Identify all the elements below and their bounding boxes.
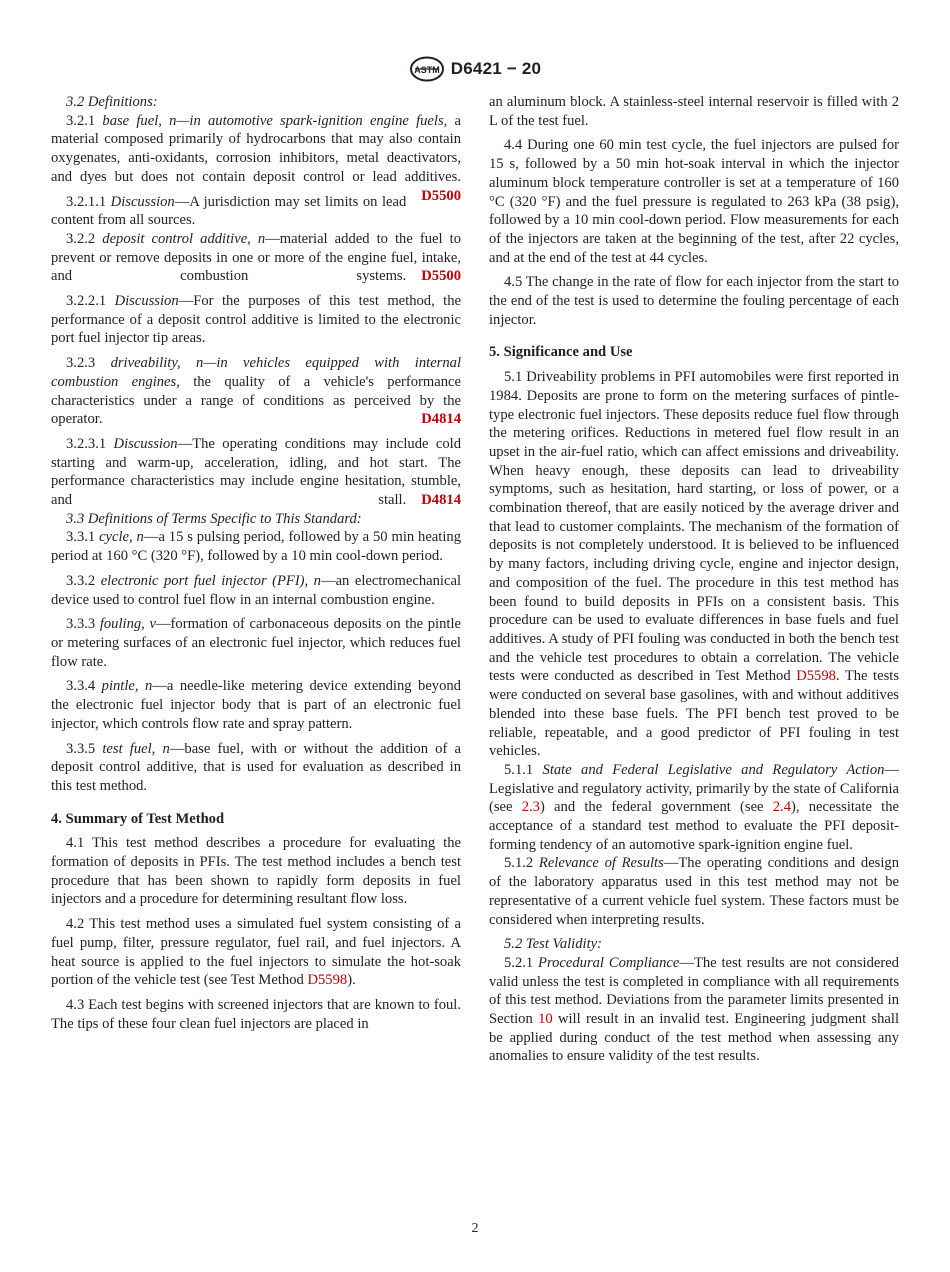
clause-number: 5.2.1 [504, 954, 539, 971]
clause-number: 3.3.3 [66, 616, 100, 633]
clause-number: 5.1.1 [504, 761, 543, 778]
clause-number: 5.1.2 [504, 855, 539, 872]
term: Discussion [114, 293, 179, 310]
term: base fuel, n—in automotive spark-ignition engine fuels, [102, 112, 448, 129]
clause-number: 3.2.3.1 [66, 435, 114, 452]
paragraph [51, 740, 461, 796]
clause-number: 3.3.2 [66, 572, 101, 589]
reference-link[interactable]: D5500 [421, 187, 461, 204]
body-text: ), necessitate the acceptance of a standard test method to evaluate the PFI deposit-forming tendency of an automotive spark-ignition engine fuel. [489, 799, 899, 853]
term: driveability, n—in vehicles equipped with internal combustion engines, [51, 355, 461, 390]
page-number: 2 [471, 1221, 479, 1236]
section-heading: 4. Summary of Test Method [51, 810, 225, 827]
definition-text: —The operating conditions may include cold starting and warm-up, acceleration, idling, and hot start. The performance characteristics may include engine hesitation, stumble, and stall. [51, 435, 461, 509]
paragraph [51, 230, 461, 286]
astm-logo-icon [409, 56, 445, 82]
clause-number: 3.3.1 [66, 529, 100, 546]
reference-link[interactable]: D5598 [796, 668, 836, 685]
subheading: 5.2 Test Validity: [504, 936, 602, 953]
body-text: —Legislative and regulatory activity, primarily by the state of California (see [489, 761, 900, 816]
reference-link[interactable]: 10 [538, 1011, 553, 1028]
paragraph [51, 435, 461, 510]
paragraph [51, 572, 461, 609]
definition-text: the quality of a vehicle's performance characteristics under a range of conditions as perceived by the operator. [51, 373, 462, 428]
definition-text: —For the purposes of this test method, the performance of a deposit control additive is limited to the electronic port fuel injector tip areas. [51, 293, 462, 347]
reference-link[interactable]: D4814 [421, 492, 461, 509]
paragraph [51, 510, 461, 529]
reference-link[interactable]: 2.4 [772, 799, 791, 816]
body-text: 5.1 Driveability problems in PFI automobiles were first reported in 1984. Deposits are prone to form on the metering surfaces of pintle-type electronic fuel injectors. These deposits reduce fuel flow through the metering orifices. Reductions in metered fuel flow result in an upset in the air-fuel ratio, which can affect emissions and driveability. When heavy enough, these deposits can lead to driveability symptoms, such as hesitation, hard starting, or loss of power, or a combination thereof, that are easily noticed by the average driver and that lead to customer complaints. The mechanism of the formation of deposits is not completely understood. It is believed to be influenced by many factors, including driving cycle, engine and injector design, and composition of the fuel. The procedure in this test method has been found to build deposits in PFIs on a consistent basis. This procedure can be used to evaluate differences in base fuels and fuel additives. A study of PFI fouling was conducted in both the bench test and the vehicle test procedures to obtain a correlation. The vehicle tests were conducted as described in Test Method [489, 369, 899, 685]
subheading: 3.2 Definitions: [66, 94, 158, 110]
body-text: —The test results are not considered valid unless the test is completed in compliance with all requirements of this test method. Deviations from the parameter limits presented in Section [489, 954, 899, 1028]
term: State and Federal Legislative and Regulatory Action [542, 761, 885, 778]
paragraph [51, 292, 461, 348]
page-header [0, 55, 950, 83]
clause-number: 3.2.2.1 [66, 293, 115, 310]
reference-link[interactable]: D5598 [307, 972, 348, 989]
definition-text: —a needle-like metering device extending beyond the electronic fuel injector body that is part of an electronic fuel injector, which controls flow rate and spray pattern. [51, 678, 461, 732]
definition-text: —formation of carbonaceous deposits on the pintle or metering surfaces of an electronic fuel injector, which reduces fuel flow rate. [51, 616, 461, 670]
term: test fuel, n [102, 740, 170, 757]
paragraph [489, 761, 899, 855]
body-text: ). [347, 972, 356, 989]
section-heading: 5. Significance and Use [489, 344, 633, 361]
paragraph [51, 677, 461, 733]
definition-text: —base fuel, with or without the addition of a deposit control additive, that is used for evaluation as described in this test method. [51, 740, 461, 794]
paragraph: an aluminum block. A stainless-steel internal reservoir is filled with 2 L of the test fuel. [489, 94, 899, 129]
clause-number: 3.2.1 [66, 112, 103, 129]
clause-number: 3.3.4 [66, 678, 102, 695]
reference-link[interactable]: D4814 [421, 411, 461, 428]
paragraph: 4.1 This test method describes a procedure for evaluating the formation of deposits in PFIs. The test method includes a bench test procedure that has been shown to rapidly form deposits in fuel injectors and a procedure for determining resultant flow loss. [51, 835, 461, 908]
definition-text: —an electromechanical device used to control fuel flow in an internal combustion engine. [51, 572, 461, 608]
term: Discussion [113, 435, 178, 452]
definition-text: a material composed primarily of hydrocarbons that may also contain oxygenates, anti-oxidants, corrosion inhibitors, metal deactivators, and dyes but does not contain deposit control or lead additives. [51, 112, 461, 185]
body-text: 4.2 This test method uses a simulated fuel system consisting of a fuel pump, filter, pressure regulator, fuel rail, and fuel injectors. A heat source is applied to the fuel injectors to simulate the hot-soak portion of the vehicle test (see Test Method [51, 916, 461, 989]
term: fouling, v [99, 616, 156, 633]
paragraph [489, 854, 899, 929]
paragraph: 4.3 Each test begins with screened injectors that are known to foul. The tips of these four clean fuel injectors are placed in [51, 996, 461, 1032]
term: Procedural Compliance [538, 954, 680, 971]
definition-text: —A jurisdiction may set limits on lead content from all sources. [51, 193, 407, 229]
clause-number: 3.3.5 [66, 740, 103, 757]
subheading: 3.3 Definitions of Terms Specific to This Standard: [66, 510, 362, 527]
left-column [51, 93, 461, 1039]
paragraph [51, 193, 461, 230]
definition-text: —material added to the fuel to prevent or remove deposits in one or more of the engine fuel, intake, and combustion systems. [51, 230, 462, 285]
term: pintle, n [101, 678, 153, 695]
svg-text:ASTM: ASTM [414, 65, 440, 75]
paragraph [51, 354, 461, 429]
term: cycle, n [99, 529, 144, 546]
term: deposit control additive, n [102, 230, 266, 247]
paragraph [489, 954, 899, 1066]
paragraph [489, 935, 899, 954]
paragraph: 4.5 The change in the rate of flow for each injector from the start to the end of the test is used to determine the fouling percentage of each injector. [489, 274, 899, 328]
term: electronic port fuel injector (PFI), n [100, 572, 321, 589]
reference-link[interactable]: 2.3 [521, 799, 540, 816]
clause-number: 3.2.3 [66, 355, 111, 372]
paragraph [489, 368, 899, 761]
definition-text: —a 15 s pulsing period, followed by a 50 min heating period at 160 °C (320 °F), followed by a 10 min cool-down period. [51, 529, 461, 565]
paragraph [51, 915, 461, 990]
body-text: —The operating conditions and design of the laboratory apparatus used in this test method may not be representative of a current vehicle fuel system. These factors must be considered when interpreting results. [489, 855, 900, 928]
paragraph: 4.4 During one 60 min test cycle, the fuel injectors are pulsed for 15 s, followed by a 50 min hot-soak interval in which the injector aluminum block temperature controller is set at a temperature of 160 °C (320 °F) and the fuel pressure is regulated to 263 kPa (38 psig), followed by a 10 min cool-down period. Flow measurements for each of the injectors are taken at the beginning of the test, after 22 cycles, and at the end of the test at 44 cycles. [489, 137, 899, 266]
term: Discussion [110, 193, 175, 210]
clause-number: 3.2.2 [66, 230, 103, 247]
reference-link[interactable]: D5500 [421, 268, 461, 285]
paragraph [51, 615, 461, 671]
body-text: will result in an invalid test. Engineering judgment shall be applied during conduct of the test method when assessing any anomalies to ensure validity of the test results. [489, 1011, 899, 1065]
clause-number: 3.2.1.1 [66, 193, 111, 210]
right-column [489, 93, 899, 1072]
paragraph [51, 528, 461, 565]
paragraph [51, 93, 461, 112]
body-text: . The tests were conducted on several base gasolines, with and without additives blended into these base fuels. The PFI bench test proved to be reliable, repeatable, and a good predictor of PFI fouling in test vehicles. [489, 668, 899, 760]
term: Relevance of Results [538, 855, 664, 872]
document-id: D6421 − 20 [450, 59, 542, 78]
body-text: ) and the federal government (see [539, 799, 773, 816]
